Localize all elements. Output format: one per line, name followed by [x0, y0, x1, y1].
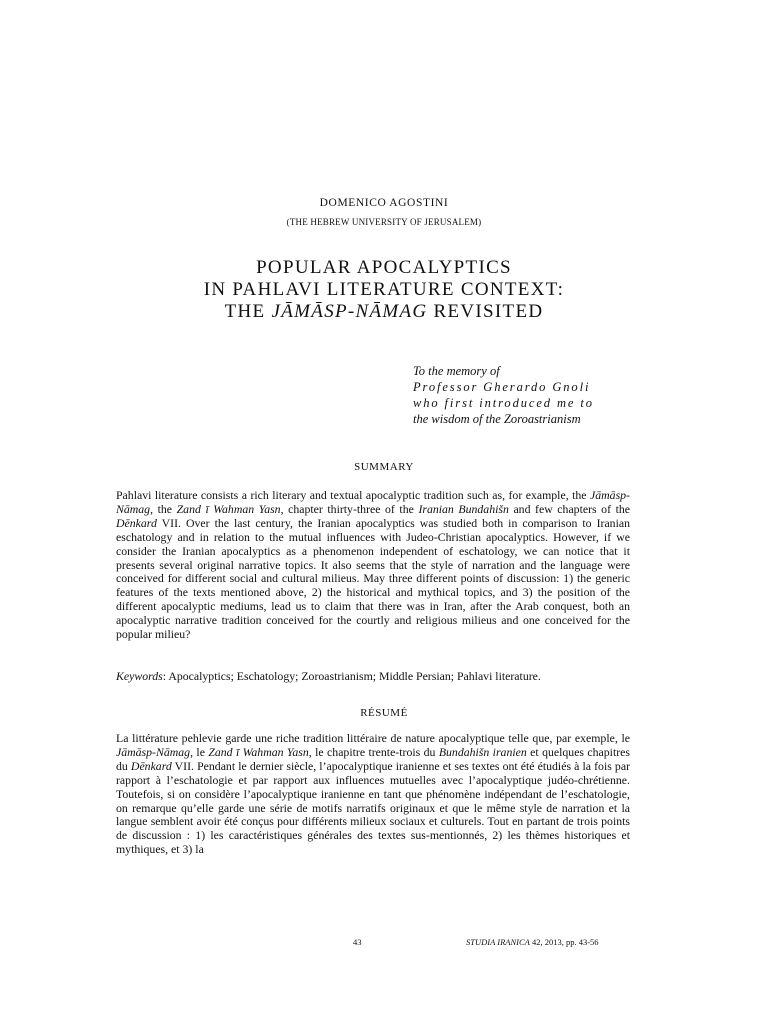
summary-text-2: , the: [150, 501, 177, 516]
resume-text-2: , le: [190, 744, 209, 759]
journal-citation: [466, 937, 599, 947]
summary-heading: SUMMARY: [354, 461, 414, 473]
title-line-3-prefix: THE: [224, 301, 272, 322]
dedication-line-2: Professor Gherardo Gnoli: [413, 380, 591, 394]
summary-italic-2: Zand ī Wahman Yasn: [176, 501, 281, 516]
summary-paragraph: [116, 489, 630, 642]
title-line-1: POPULAR APOCALYPTICS: [256, 257, 512, 278]
author-affiliation: (THE HEBREW UNIVERSITY OF JERUSALEM): [286, 217, 482, 227]
resume-text-4: et quelques chapitres du: [116, 744, 630, 773]
title-line-3: [0, 301, 768, 323]
title-line-3-italic: JĀMĀSP-NĀMAG: [271, 301, 428, 322]
keywords-label: Keywords: [116, 669, 163, 683]
resume-text-1: La littérature pehlevie garde une riche tradition littéraire de nature apocalyptique telle que, par exemple, le: [116, 731, 630, 745]
summary-italic-3: Iranian Bundahišn: [418, 501, 509, 516]
title-line-3-suffix: REVISITED: [427, 301, 544, 322]
resume-paragraph: [116, 732, 630, 857]
resume-text-5: VII. Pendant le dernier siècle, l’apocalyptique iranienne et ses textes ont été étudiés à la fois par rapport à l’eschatologie et par rapport aux influences mutuelles avec l’apocalyptique judéo-chrétienne. Toutefois, si on considère l’apocalyptique iranienne en tant que phénomène indépendant de l’eschatologie, on remarque qu’elle garde une série de motifs narratifs originaux et que le même style de narration et la langue semblent avoir été conçus pour différents milieux sociaux et culturels. Tout en partant de trois points de discussion : 1) les caractéristiques générales des textes sus-mentionnés, 2) les thèmes historiques et mythiques, et 3) la: [116, 758, 630, 857]
resume-italic-2: Zand ī Wahman Yasn: [208, 744, 309, 759]
title-line-2: IN PAHLAVI LITERATURE CONTEXT:: [203, 279, 565, 300]
dedication-line-3: who first introduced me to: [413, 396, 594, 410]
resume-italic-4: Dēnkard: [130, 758, 172, 773]
author-name: DOMENICO AGOSTINI: [319, 197, 449, 209]
journal-name: STUDIA IRANICA: [466, 937, 530, 947]
dedication-line-1: To the memory of: [413, 364, 500, 378]
resume-italic-1: Jāmāsp-Nāmag: [116, 744, 191, 759]
summary-text-5: VII. Over the last century, the Iranian apocalyptics was studied both in comparison to Iranian eschatology and in relation to the mutual influences with Judeo-Christian apocalyptics. However, if we consider the Iranian apocalyptics as a phenomenon independent of eschatology, we can notice that it presents several original narrative topics. It also seems that the style of narration and the language were conceived for different social and cultural milieus. May three different points of discussion: 1) the generic features of the texts mentioned above, 2) the historical and mythical topics, and 3) the position of the different apocalyptic mediums, lead us to claim that there was in Iran, after the Arab conquest, both an apocalyptic narrative tradition conceived for the courtly and religious milieus and one conceived for the popular milieu?: [116, 515, 630, 642]
summary-italic-4: Dēnkard: [116, 515, 157, 530]
dedication-line-4: the wisdom of the Zoroastrianism: [413, 412, 581, 426]
resume-heading: RÉSUMÉ: [360, 707, 408, 719]
dedication: [413, 363, 653, 427]
paper-title: [0, 257, 768, 323]
summary-text-3: , chapter thirty-three of the: [280, 501, 419, 516]
summary-italic-1: Jāmāsp-Nāmag: [116, 488, 630, 516]
citation-details: 42, 2013, pp. 43-56: [529, 937, 599, 947]
keywords-line: [116, 669, 636, 684]
resume-italic-3: Bundahišn iranien: [438, 744, 527, 759]
summary-text-4: and few chapters of the: [508, 501, 630, 516]
page-number: 43: [353, 937, 362, 947]
resume-text-3: , le chapitre trente-trois du: [308, 744, 439, 759]
keywords-text: : Apocalyptics; Eschatology; Zoroastrianism; Middle Persian; Pahlavi literature.: [162, 669, 541, 683]
summary-text-1: Pahlavi literature consists a rich literary and textual apocalyptic tradition such as, for example, the: [116, 488, 591, 502]
